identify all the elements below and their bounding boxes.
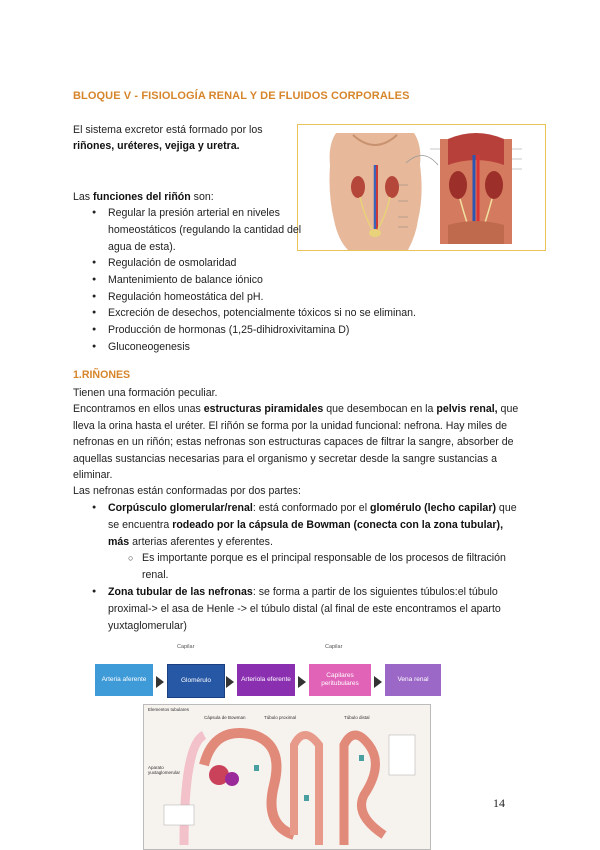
list-item: ● Regulación homeostática del pH. [92, 289, 492, 306]
nephron-header: Elementos tubulares [148, 707, 190, 712]
sub-list-item: ○ Es importante porque es el principal responsable de los procesos de filtración renal. [128, 550, 517, 584]
flow-arrow-icon [226, 676, 234, 688]
body-anatomy-image [298, 125, 545, 250]
nephron-label: Aparato yuxtaglomerular [148, 765, 181, 775]
nephron-illustration [143, 704, 431, 850]
nephron-label: Túbulo distal [344, 715, 370, 720]
page-number: 14 [493, 796, 505, 810]
flow-box-glomerulo: Glomérulo [167, 664, 225, 698]
list-item: ● Producción de hormonas (1,25-dihidroxivitamina D) [92, 322, 492, 339]
flow-box-vena-renal: Vena renal [385, 664, 441, 696]
nephron-label: Cápsula de Bowman [204, 715, 246, 720]
functions-title: Las funciones del riñón son: [73, 191, 214, 203]
list-item: ● Mantenimiento de balance iónico [92, 272, 492, 289]
flow-box-arteriola-eferente: Arteriola eferente [237, 664, 295, 696]
list-item: ● Regular la presión arterial en niveles homeostáticos (regulando la cantidad del agua de esta). [92, 205, 322, 255]
nephron-drawing [144, 705, 430, 849]
flow-label-right: Capilar [325, 644, 343, 650]
list-item: ● Corpúsculo glomerular/renal: está conformado por el glomérulo (lecho capilar) que se encuentra rodeado por la cápsula de Bowman (conecta con la zona tubular), más arterias aferentes y eferentes. ○ Es importante porque es el principal responsable de los procesos de filtración renal. [92, 500, 517, 584]
list-item: ● Zona tubular de las nefronas: se forma a partir de los siguientes túbulos:el túbulo proximal-> el asa de Henle -> el túbulo distal (al final de este encontramos el aparto yuxtaglomerular) [92, 584, 517, 634]
flow-label-left: Capilar [177, 644, 195, 650]
excretory-system-illustration [297, 124, 546, 251]
section-title-rinones: 1.RIÑONES [73, 369, 131, 381]
nephron-label: Túbulo proximal [264, 715, 297, 720]
list-item: ● Regulación de osmolaridad [92, 255, 492, 272]
intro-paragraph [73, 122, 263, 155]
kidney-functions-list [92, 205, 322, 255]
flow-arrow-icon [156, 676, 164, 688]
intro-line-2: riñones, uréteres, vejiga y uretra. [73, 140, 240, 153]
kidney-functions-list-rest [92, 255, 492, 356]
flow-box-capilares: Capilares peritubulares [309, 664, 371, 696]
blood-flow-diagram [95, 642, 445, 848]
list-item: ● Gluconeogenesis [92, 339, 492, 356]
flow-arrow-icon [298, 676, 306, 688]
flow-arrow-icon [374, 676, 382, 688]
section-paragraph: Tienen una formación peculiar. Encontramos en ellos unas estructuras piramidales que desembocan en la pelvis renal, que lleva la orina hasta el uréter. El riñón se forma por la unidad funcional: nefrona. Hay miles de nefronas en un riñón; estas nefronas son estructuras capaces de filtrar la sangre, absorber de aquellas sustancias necesarias para el organismo y secretar desde la sangre sustancias a eliminar. Las nefronas están conformadas por dos partes: [73, 387, 519, 498]
page-heading: BLOQUE V - FISIOLOGÍA RENAL Y DE FLUIDOS CORPORALES [73, 90, 410, 102]
flow-box-arteria-aferente: Arteria aferente [95, 664, 153, 696]
nephron-parts-list [92, 500, 517, 634]
intro-line-1: El sistema excretor está formado por los [73, 124, 263, 136]
list-item: ● Excreción de desechos, potencialmente tóxicos si no se eliminan. [92, 305, 492, 322]
